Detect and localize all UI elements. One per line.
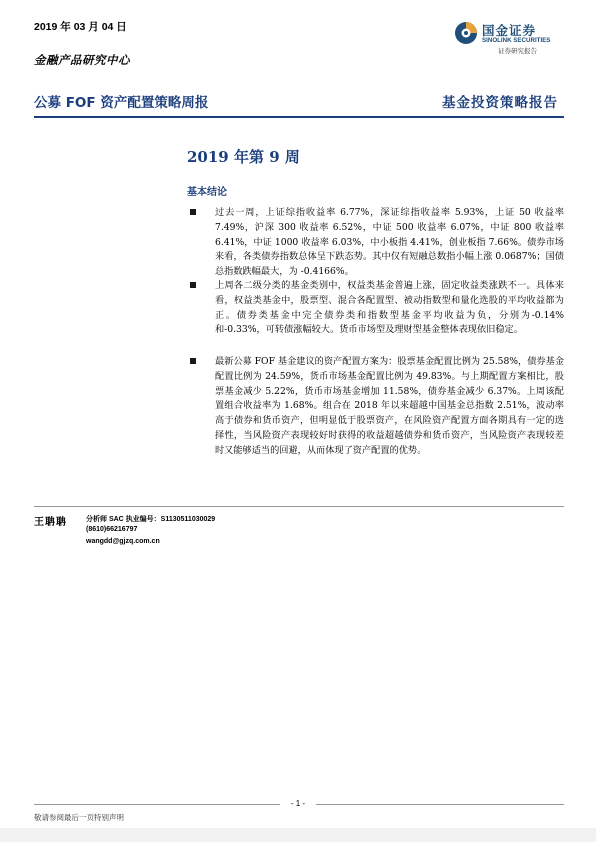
report-type: 基金投资策略报告 [442,95,558,111]
square-bullet-icon [190,358,196,364]
conclusion-text: 过去一周，上证综指收益率 6.77%，深证综指收益率 5.93%，上证 50 收益率 7.49%，沪深 300 收益率 6.52%，中证 500 收益率 6.07%，中证 800 收益率 6.41%，中证 1000 收益率 6.03%，中小板指 4.41%，创业板指 7.66%。债券市场来看，各类债券指数总体呈下跌态势。其中仅有短融总数指小幅上涨 0.0687%；国债总指数跌幅最大，为 -0.4166%。 [215,207,564,278]
analyst-phone: (8610)66216797 [86,526,138,533]
report-category: 证券研究报告 [498,47,537,55]
footer-band [0,828,596,842]
conclusion-text: 最新公募 FOF 基金建议的资产配置方案为：股票基金配置比例为 25.58%，债券基金配置比例为 24.59%，货币市场基金配置比例为 49.83%。与上期配置方案相比，股票基金减少 5.22%，货币市场基金增加 11.58%，债券基金减少 6.37%。上周该配置组合收益率为 1.68%。组合在 2018 年以来超越中国基金总指数 2.51%，波动率高于债券和货币资产，但明显低于股票资产，在风险资产配置方面各期具有一定的选择性，当风险资产表现较好时获得的收益超越债券和货币资产，当风险资产表现较差时又能够适当的回避，从而体现了资产配置的优势。 [215,356,564,456]
conclusion-item [190,279,564,338]
research-center-name: 金融产品研究中心 [34,53,130,67]
page-number: - 1 - [280,799,316,808]
conclusion-item [190,206,564,280]
conclusion-item [190,355,564,459]
header-divider [34,116,564,118]
analyst-email[interactable]: wangdd@gjzq.com.cn [86,538,160,545]
square-bullet-icon [190,282,196,288]
analyst-license: 分析师 SAC 执业编号：S1130511030029 [86,516,216,523]
analyst-divider [34,506,564,507]
sinolink-logo-icon [454,21,478,45]
square-bullet-icon [190,209,196,215]
report-title: 公募 FOF 资产配置策略周报 [34,95,209,111]
conclusion-text: 上周各二级分类的基金类别中，权益类基金普遍上涨，固定收益类涨跌不一。具体来看，权益类基金中，股票型、混合各配置型、被动指数型和量化选股的平均收益都为正。债券类基金中完全债券类和指数型基金平均收益为负，分别为-0.14%和-0.33%，可转债涨幅较大。货币市场型及理财型基金整体表现依旧稳定。 [215,280,564,336]
week-title: 2019 年第 9 周 [187,148,300,166]
analyst-name: 王聃聃 [34,517,67,528]
section-heading: 基本结论 [187,187,227,198]
report-date: 2019 年 03 月 04 日 [34,21,127,33]
logo-english-name: SINOLINK SECURITIES [482,37,551,44]
logo-chinese-name: 国金证券 [482,23,537,38]
disclaimer-note: 敬请参阅最后一页特别声明 [34,813,124,822]
